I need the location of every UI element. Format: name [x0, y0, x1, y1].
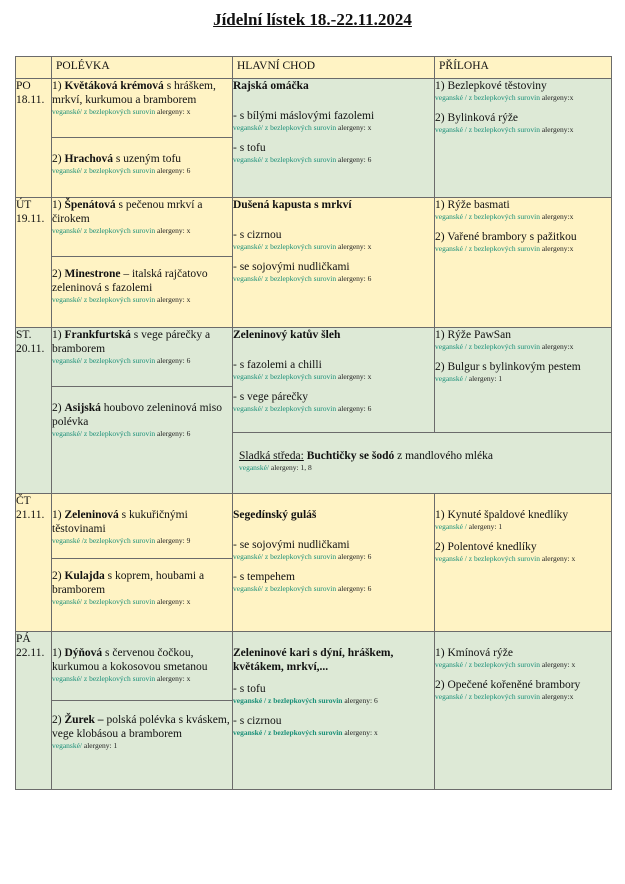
dietary-info — [52, 674, 232, 684]
side1-tag: veganské / z bezlepkových surovin — [435, 93, 540, 102]
dietary-info — [52, 166, 232, 176]
dietary-info — [52, 295, 232, 305]
soup1-allergens: alergeny: x — [156, 674, 191, 683]
soup-2 — [52, 387, 233, 494]
main-dish — [233, 198, 435, 328]
side2-tag: veganské / — [435, 374, 467, 383]
side2-text: 2) Polentové knedlíky — [435, 541, 537, 553]
soup1-num: 1) — [52, 647, 62, 659]
main-dish — [233, 79, 435, 198]
soup1-rest: s hráškem, mrkví, kurkumou a bramborem — [52, 80, 216, 106]
soup1-num: 1) — [52, 329, 62, 341]
soup2-num: 2) — [52, 570, 62, 582]
dietary-info — [52, 356, 232, 366]
side2-allergens: alergeny: x — [541, 554, 576, 563]
st-label: ST. — [16, 329, 32, 341]
dietary-info — [435, 125, 611, 135]
soup2-tag: veganské/ z bezlepkových surovin — [52, 295, 156, 304]
dietary-info — [435, 342, 611, 352]
soup2-rest: polská polévka s kváskem, vege klobásou a bramborem — [52, 714, 230, 740]
main-opt1: - s cizrnou — [233, 229, 282, 241]
main-tag2: veganské/ z bezlepkových surovin — [233, 404, 337, 413]
page-title: Jídelní lístek 18.-22.11.2024 — [213, 10, 412, 29]
main-dish — [233, 328, 435, 433]
main-al1: alergeny: x — [337, 372, 372, 381]
main-opt2: - s vege párečky — [233, 391, 309, 403]
day-label — [16, 494, 52, 632]
soup-2 — [52, 257, 233, 328]
side2-tag: veganské / z bezlepkových surovin — [435, 244, 540, 253]
side1-text: 1) Rýže PawSan — [435, 329, 512, 341]
side2-text: 2) Vařené brambory s pažitkou — [435, 231, 577, 243]
main-dish — [233, 632, 435, 790]
side2-text: 2) Bylinková rýže — [435, 112, 519, 124]
side2-allergens: alergeny: 1 — [468, 374, 503, 383]
main-al1: alergeny: 6 — [337, 552, 372, 561]
soup-1 — [52, 198, 233, 257]
soup2-num: 2) — [52, 153, 62, 165]
soup-1 — [52, 328, 233, 387]
dietary-info — [435, 244, 611, 254]
main-tag1: veganské/ z bezlepkových surovin — [233, 552, 337, 561]
side-dishes — [435, 632, 612, 790]
side2-allergens: alergeny:x — [541, 125, 574, 134]
dietary-info — [52, 429, 232, 439]
day-row-st — [16, 328, 612, 387]
side-dishes — [435, 79, 612, 198]
header-row — [16, 57, 612, 79]
soup2-bold: Hrachová — [64, 153, 114, 165]
day-row-ct — [16, 494, 612, 559]
soup2-rest: s uzeným tofu — [113, 153, 182, 165]
main-title: Rajská omáčka — [233, 80, 309, 92]
soup1-allergens: alergeny: x — [156, 226, 191, 235]
side1-text: 1) Kynuté špaldové knedlíky — [435, 509, 569, 521]
special-allergens: alergeny: 1, 8 — [270, 463, 312, 472]
main-al2: alergeny: 6 — [337, 584, 372, 593]
soup2-tag: veganské/ z bezlepkových surovin — [52, 597, 156, 606]
soup2-bold: Asijská — [64, 402, 101, 414]
side2-allergens: alergeny:x — [541, 692, 574, 701]
dietary-info — [52, 741, 232, 751]
main-tag2: veganské/ z bezlepkových surovin — [233, 584, 337, 593]
side-dishes — [435, 328, 612, 433]
side2-allergens: alergeny:x — [541, 244, 574, 253]
main-tag1: veganské/ z bezlepkových surovin — [233, 372, 337, 381]
soup2-tag: veganské/ — [52, 741, 82, 750]
st-date: 20.11. — [16, 343, 45, 355]
soup2-rest: s koprem, houbami a bramborem — [52, 570, 205, 596]
main-al2: alergeny: 6 — [337, 274, 372, 283]
dietary-info — [233, 242, 434, 252]
ct-date: 21.11. — [16, 509, 45, 521]
side1-allergens: alergeny:x — [541, 93, 574, 102]
soup2-rest: houbovo zeleninová miso polévka — [52, 402, 222, 428]
soup-2 — [52, 138, 233, 198]
pa-date: 22.11. — [16, 647, 45, 659]
day-label — [16, 632, 52, 790]
main-al2: alergeny: 6 — [337, 155, 372, 164]
soup2-allergens: alergeny: 1 — [83, 741, 118, 750]
side2-tag: veganské / z bezlepkových surovin — [435, 554, 540, 563]
ut-label: ÚT — [16, 199, 32, 211]
soup2-allergens: alergeny: x — [156, 597, 191, 606]
soup1-bold: Květáková krémová — [64, 80, 164, 92]
dietary-info — [52, 597, 232, 607]
side-dishes — [435, 494, 612, 632]
soup1-tag: veganské /z bezlepkových surovin — [52, 536, 156, 545]
soup1-bold: Špenátová — [64, 199, 116, 211]
dietary-info — [233, 404, 434, 414]
main-title: Dušená kapusta s mrkví — [233, 199, 352, 211]
main-tag2: veganské / z bezlepkových surovin — [233, 728, 343, 737]
main-opt1: - s tofu — [233, 683, 266, 695]
po-date: 18.11. — [16, 94, 45, 106]
soup2-bold: Žurek – — [64, 714, 104, 726]
soup2-bold: Kulajda — [64, 570, 105, 582]
soup1-allergens: alergeny: x — [156, 107, 191, 116]
soup2-num: 2) — [52, 268, 62, 280]
day-label — [16, 79, 52, 198]
main-tag1: veganské/ z bezlepkových surovin — [233, 123, 337, 132]
special-rest: z mandlového mléka — [394, 450, 493, 462]
dietary-info — [52, 536, 232, 546]
side1-tag: veganské / z bezlepkových surovin — [435, 342, 540, 351]
special-label: Sladká středa: — [239, 450, 304, 462]
side-dishes — [435, 198, 612, 328]
soup1-tag: veganské/ z bezlepkových surovin — [52, 356, 156, 365]
dietary-info — [233, 728, 434, 738]
day-row-po — [16, 79, 612, 138]
dietary-info — [435, 554, 611, 564]
soup1-rest: s vege párečky a bramborem — [52, 329, 211, 355]
soup1-num: 1) — [52, 80, 62, 92]
side1-allergens: alergeny: x — [541, 660, 576, 669]
main-opt2: - se sojovými nudličkami — [233, 261, 350, 273]
dietary-info — [435, 212, 611, 222]
main-title: Zeleninový katův šleh — [233, 329, 341, 341]
soup2-rest: – italská rajčatovo zeleninová s fazolemi — [52, 268, 208, 294]
day-row-ut — [16, 198, 612, 257]
ct-label: ČT — [16, 495, 31, 507]
dietary-info — [233, 584, 434, 594]
side1-tag: veganské / — [435, 522, 467, 531]
po-label: PO — [16, 80, 31, 92]
main-al1: alergeny: x — [337, 123, 372, 132]
side1-text: 1) Bezlepkové těstoviny — [435, 80, 547, 92]
main-opt1: - se sojovými nudličkami — [233, 539, 350, 551]
main-title: Zeleninové kari s dýní, hráškem, květákem, mrkví,... — [233, 647, 394, 673]
soup1-num: 1) — [52, 509, 62, 521]
side2-text: 2) Bulgur s bylinkovým pestem — [435, 361, 581, 373]
side1-allergens: alergeny:x — [541, 212, 574, 221]
main-opt1: - s fazolemi a chilli — [233, 359, 322, 371]
dietary-info — [233, 123, 434, 133]
side1-tag: veganské / z bezlepkových surovin — [435, 212, 540, 221]
soup-2 — [52, 701, 233, 790]
main-opt2: - s tofu — [233, 142, 266, 154]
main-opt2: - s cizrnou — [233, 715, 282, 727]
dietary-info — [233, 696, 434, 706]
dietary-info — [233, 552, 434, 562]
soup1-bold: Dýňová — [64, 647, 103, 659]
soup-1 — [52, 632, 233, 701]
soup2-bold: Minestrone — [64, 268, 121, 280]
dietary-info — [435, 692, 611, 702]
header-day — [16, 57, 52, 79]
soup2-allergens: alergeny: 6 — [156, 166, 191, 175]
soup1-rest: s kukuřičnými těstovinami — [52, 509, 188, 535]
day-label — [16, 198, 52, 328]
soup1-tag: veganské/ z bezlepkových surovin — [52, 226, 156, 235]
ut-date: 19.11. — [16, 213, 45, 225]
dietary-info — [435, 660, 611, 670]
header-soup: POLÉVKA — [52, 57, 233, 79]
soup2-tag: veganské/ z bezlepkových surovin — [52, 429, 156, 438]
soup-1 — [52, 494, 233, 559]
side1-allergens: alergeny: 1 — [468, 522, 503, 531]
main-title: Segedínský guláš — [233, 509, 317, 521]
soup1-num: 1) — [52, 199, 62, 211]
special-tag: veganské/ — [239, 463, 269, 472]
dietary-info — [52, 107, 232, 117]
soup2-allergens: alergeny: x — [156, 295, 191, 304]
soup1-rest: s červenou čočkou, kurkumou a kokosovou smetanou — [52, 647, 208, 673]
day-row-pa — [16, 632, 612, 701]
main-tag2: veganské/ z bezlepkových surovin — [233, 274, 337, 283]
main-tag1: veganské / z bezlepkových surovin — [233, 696, 343, 705]
main-tag2: veganské/ z bezlepkových surovin — [233, 155, 337, 164]
side1-allergens: alergeny:x — [541, 342, 574, 351]
soup1-tag: veganské/ z bezlepkových surovin — [52, 674, 156, 683]
main-opt1: - s bílými máslovými fazolemi — [233, 110, 375, 122]
side1-tag: veganské / z bezlepkových surovin — [435, 660, 540, 669]
header-main: HLAVNÍ CHOD — [233, 57, 435, 79]
header-side: PŘÍLOHA — [435, 57, 612, 79]
side1-text: 1) Rýže basmati — [435, 199, 510, 211]
soup2-tag: veganské/ z bezlepkových surovin — [52, 166, 156, 175]
soup1-allergens: alergeny: 6 — [156, 356, 191, 365]
dietary-info — [435, 522, 611, 532]
soup1-tag: veganské/ z bezlepkových surovin — [52, 107, 156, 116]
soup-2 — [52, 559, 233, 632]
main-dish — [233, 494, 435, 632]
main-al2: alergeny: 6 — [337, 404, 372, 413]
dietary-info — [233, 372, 434, 382]
dietary-info — [233, 155, 434, 165]
main-al2: alergeny: x — [344, 728, 378, 737]
soup1-bold: Zeleninová — [64, 509, 119, 521]
dietary-info — [52, 226, 232, 236]
soup2-num: 2) — [52, 402, 62, 414]
main-al1: alergeny: x — [337, 242, 372, 251]
dietary-info — [435, 93, 611, 103]
main-opt2: - s tempehem — [233, 571, 295, 583]
side2-text: 2) Opečené kořeněné brambory — [435, 679, 581, 691]
dietary-info — [239, 463, 611, 473]
main-tag1: veganské/ z bezlepkových surovin — [233, 242, 337, 251]
soup1-rest: s pečenou mrkví a čirokem — [52, 199, 203, 225]
main-al1: alergeny: 6 — [344, 696, 378, 705]
soup-1 — [52, 79, 233, 138]
special-bold: Buchtičky se šodó — [306, 450, 395, 462]
sweet-wednesday — [233, 433, 612, 494]
soup2-allergens: alergeny: 6 — [156, 429, 191, 438]
soup2-num: 2) — [52, 714, 62, 726]
pa-label: PÁ — [16, 633, 31, 645]
side1-text: 1) Kmínová rýže — [435, 647, 513, 659]
dietary-info — [233, 274, 434, 284]
side2-tag: veganské / z bezlepkových surovin — [435, 125, 540, 134]
soup1-allergens: alergeny: 9 — [156, 536, 191, 545]
soup1-bold: Frankfurtská — [64, 329, 131, 341]
menu-table — [15, 56, 612, 790]
day-label — [16, 328, 52, 494]
dietary-info — [435, 374, 611, 384]
side2-tag: veganské / z bezlepkových surovin — [435, 692, 540, 701]
